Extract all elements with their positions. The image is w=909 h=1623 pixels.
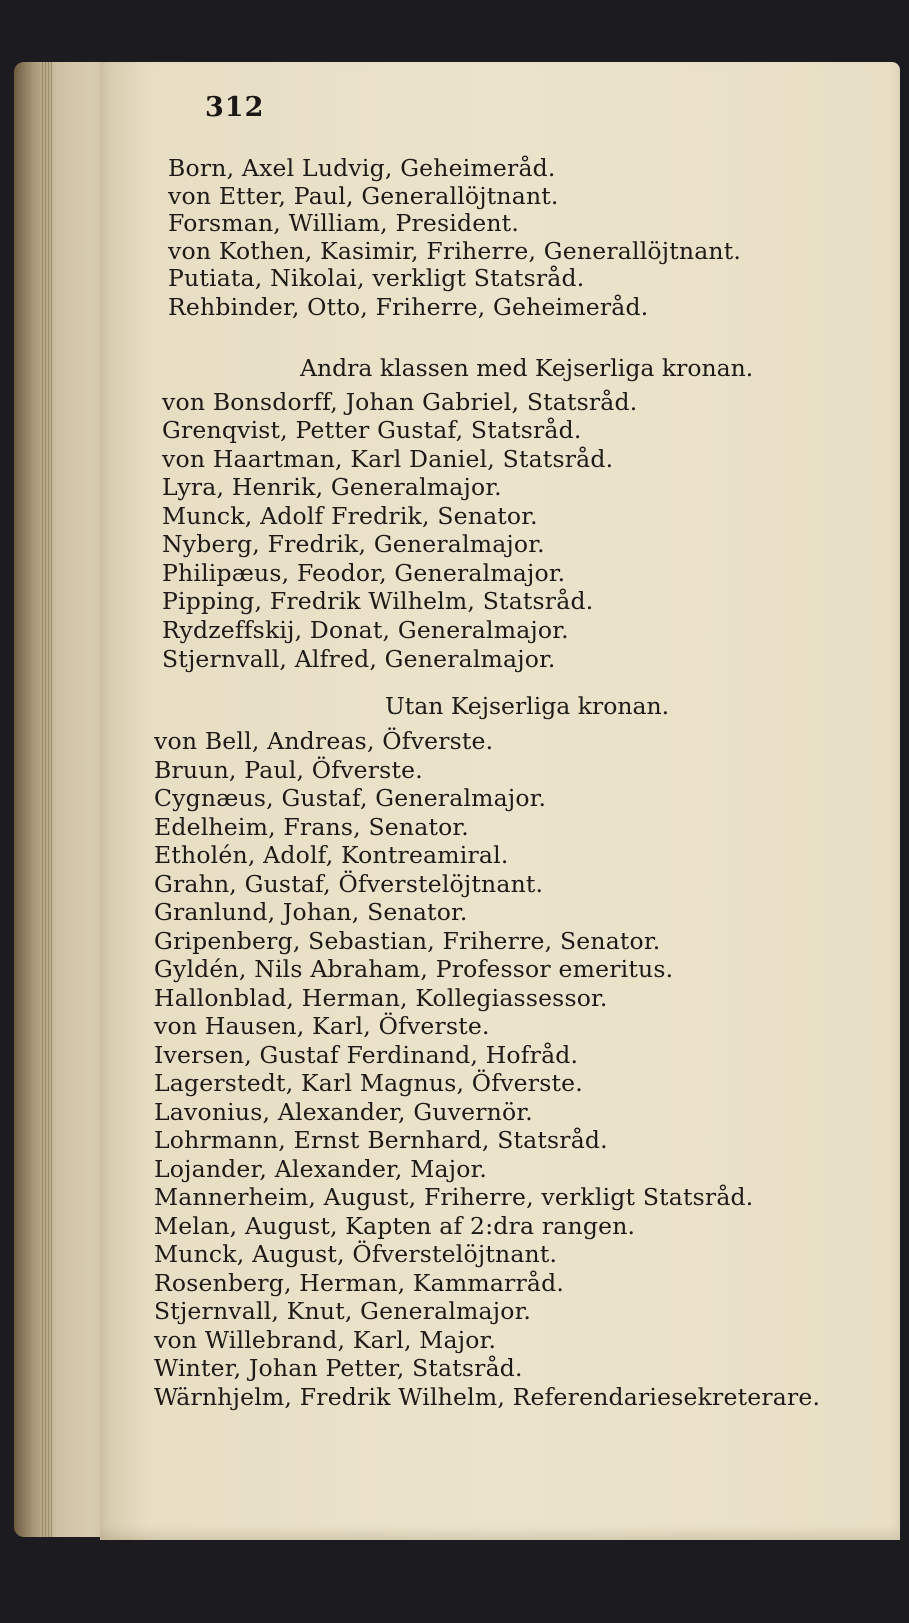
list-item: Melan, August, Kapten af 2:dra rangen. xyxy=(154,1212,636,1240)
page-stack xyxy=(40,62,52,1537)
list-item: Lyra, Henrik, Generalmajor. xyxy=(162,473,502,501)
list-item: Bruun, Paul, Öfverste. xyxy=(154,756,423,784)
page xyxy=(100,62,900,1540)
list-item: von Hausen, Karl, Öfverste. xyxy=(154,1012,490,1040)
list-item: Lojander, Alexander, Major. xyxy=(154,1155,488,1183)
list-item: Stjernvall, Alfred, Generalmajor. xyxy=(162,645,556,673)
list-item: Iversen, Gustaf Ferdinand, Hofråd. xyxy=(154,1041,579,1069)
list-item: Lohrmann, Ernst Bernhard, Statsråd. xyxy=(154,1126,608,1154)
list-item: Lagerstedt, Karl Magnus, Öfverste. xyxy=(154,1069,583,1097)
section-heading: Utan Kejserliga kronan. xyxy=(385,692,670,720)
list-item: Stjernvall, Knut, Generalmajor. xyxy=(154,1297,532,1325)
list-item: Munck, August, Öfverstelöjtnant. xyxy=(154,1240,558,1268)
list-item: Pipping, Fredrik Wilhelm, Statsråd. xyxy=(162,587,594,615)
list-item: Born, Axel Ludvig, Geheimeråd. xyxy=(168,154,556,182)
list-item: Edelheim, Frans, Senator. xyxy=(154,813,469,841)
list-item: Grenqvist, Petter Gustaf, Statsråd. xyxy=(162,416,582,444)
list-item: Gyldén, Nils Abraham, Professor emeritus. xyxy=(154,955,674,983)
section-heading: Andra klassen med Kejserliga kronan. xyxy=(300,354,754,382)
list-item: Mannerheim, August, Friherre, verkligt Statsråd. xyxy=(154,1183,754,1211)
list-item: Gripenberg, Sebastian, Friherre, Senator. xyxy=(154,927,661,955)
list-item: Putiata, Nikolai, verkligt Statsråd. xyxy=(168,264,585,292)
list-item: Rydzeffskij, Donat, Generalmajor. xyxy=(162,616,569,644)
list-item: Nyberg, Fredrik, Generalmajor. xyxy=(162,530,545,558)
list-item: von Etter, Paul, Generallöjtnant. xyxy=(168,182,559,210)
page-number: 312 xyxy=(205,92,265,123)
list-item: von Haartman, Karl Daniel, Statsråd. xyxy=(162,445,614,473)
list-item: von Willebrand, Karl, Major. xyxy=(154,1326,497,1354)
list-item: Etholén, Adolf, Kontreamiral. xyxy=(154,841,509,869)
list-item: von Bell, Andreas, Öfverste. xyxy=(154,727,494,755)
list-item: Philipæus, Feodor, Generalmajor. xyxy=(162,559,566,587)
list-item: Cygnæus, Gustaf, Generalmajor. xyxy=(154,784,547,812)
list-item: Winter, Johan Petter, Statsråd. xyxy=(154,1354,523,1382)
list-item: Wärnhjelm, Fredrik Wilhelm, Referendariesekreterare. xyxy=(154,1383,821,1411)
list-item: Rehbinder, Otto, Friherre, Geheimeråd. xyxy=(168,293,649,321)
list-item: von Kothen, Kasimir, Friherre, Generallöjtnant. xyxy=(168,237,742,265)
list-item: Granlund, Johan, Senator. xyxy=(154,898,468,926)
list-item: Munck, Adolf Fredrik, Senator. xyxy=(162,502,538,530)
list-item: Rosenberg, Herman, Kammarråd. xyxy=(154,1269,565,1297)
list-item: Lavonius, Alexander, Guvernör. xyxy=(154,1098,533,1126)
list-item: Hallonblad, Herman, Kollegiassessor. xyxy=(154,984,608,1012)
list-item: Grahn, Gustaf, Öfverstelöjtnant. xyxy=(154,870,544,898)
list-item: von Bonsdorff, Johan Gabriel, Statsråd. xyxy=(162,388,638,416)
list-item: Forsman, William, President. xyxy=(168,209,519,237)
